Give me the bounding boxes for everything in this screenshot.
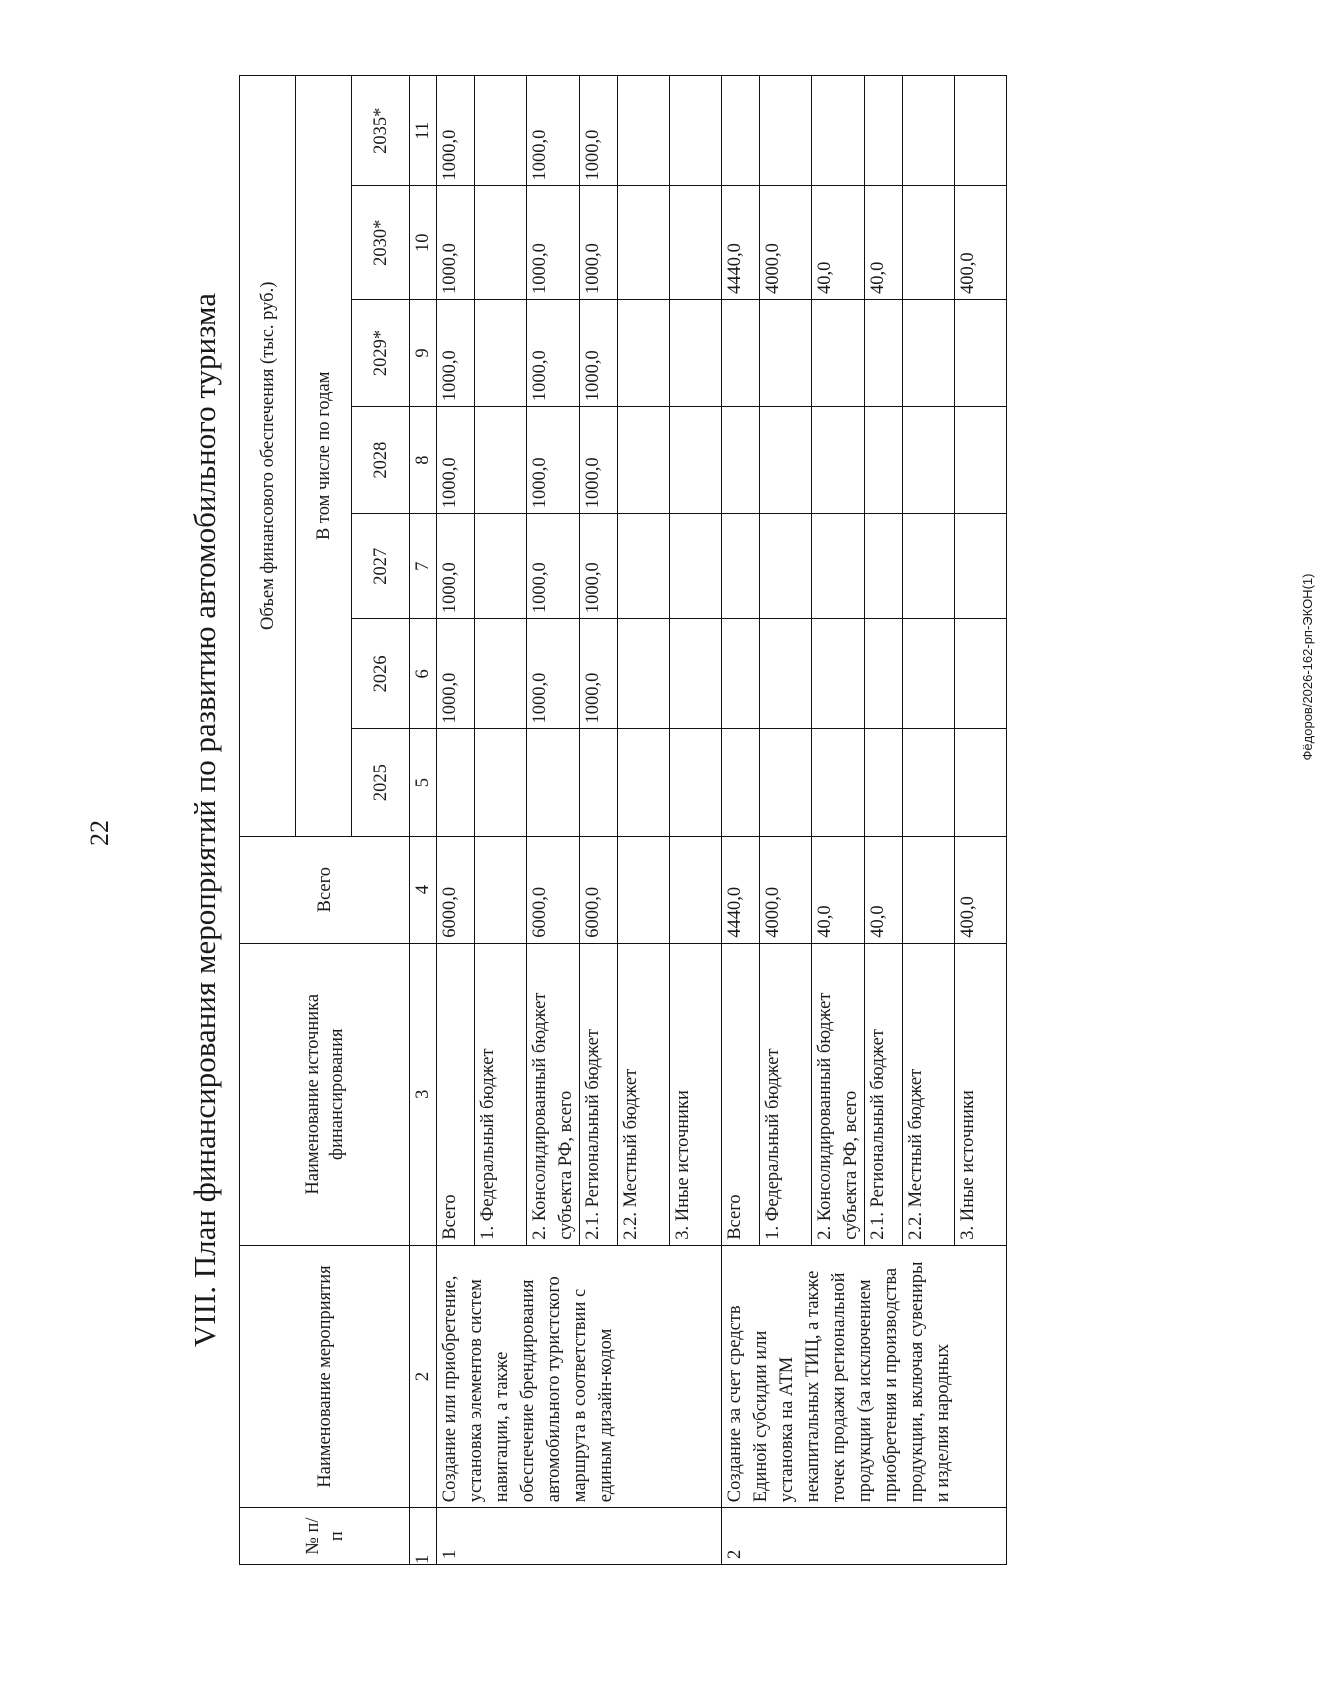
year-value: 1000,0 [437,299,475,406]
row-number: 1 [437,1508,722,1565]
year-value: 40,0 [812,186,865,300]
year-value [955,407,1007,514]
total-value: 40,0 [812,836,865,943]
year-value [475,514,527,619]
column-number: 5 [410,729,437,836]
year-value [865,514,903,619]
column-number: 2 [410,1245,437,1507]
total-value: 6000,0 [580,836,618,943]
total-value [475,836,527,943]
year-value [670,299,722,406]
total-value [670,836,722,943]
header-year: 2025 [352,729,410,836]
header-volume: Объем финансового обеспечения (тыс. руб.) [240,76,296,837]
header-total: Всего [240,836,410,943]
year-value: 1000,0 [437,514,475,619]
year-value [760,514,812,619]
year-value: 1000,0 [527,514,580,619]
year-value [903,186,955,300]
column-number: 3 [410,943,437,1245]
year-value [670,186,722,300]
total-value: 4000,0 [760,836,812,943]
year-value [955,76,1007,186]
rotated-page-content [185,75,1085,1565]
table-row [722,76,760,1565]
year-value: 1000,0 [437,186,475,300]
year-value [722,619,760,729]
document-code: Фёдоров/2026-162-рп-ЭКОН(1) [1300,573,1315,761]
source-name: 2.2. Местный бюджет [903,943,955,1245]
year-value [670,76,722,186]
year-value [722,729,760,836]
year-value: 1000,0 [580,76,618,186]
page-title: VIII. План финансирования мероприятий по развитию автомобильного туризма [187,292,222,1348]
year-value: 1000,0 [580,186,618,300]
year-value [760,299,812,406]
source-name: Всего [437,943,475,1245]
total-value: 400,0 [955,836,1007,943]
year-value [722,76,760,186]
year-value: 1000,0 [580,619,618,729]
page-number: 22 [85,820,114,846]
year-value: 1000,0 [580,514,618,619]
year-value [618,407,670,514]
year-value [618,514,670,619]
year-value [670,729,722,836]
total-value [903,836,955,943]
header-year: 2029* [352,299,410,406]
year-value [903,299,955,406]
total-value: 4440,0 [722,836,760,943]
year-value [865,407,903,514]
year-value [527,729,580,836]
header-year: 2035* [352,76,410,186]
column-number: 8 [410,407,437,514]
column-number: 6 [410,619,437,729]
source-name: 1. Федеральный бюджет [475,943,527,1245]
column-number: 11 [410,76,437,186]
header-by-years: В том числе по годам [296,76,352,837]
year-value [760,407,812,514]
year-value [812,514,865,619]
year-value [475,299,527,406]
year-value [618,299,670,406]
financing-plan-table [239,75,1007,1565]
year-value: 1000,0 [437,619,475,729]
header-year: 2028 [352,407,410,514]
year-value [812,299,865,406]
year-value [955,299,1007,406]
year-value [760,619,812,729]
year-value [865,729,903,836]
year-value [475,76,527,186]
year-value [618,76,670,186]
header-event-name: Наименование мероприятия [240,1245,410,1507]
source-name: 3. Иные источники [670,943,722,1245]
year-value [437,729,475,836]
year-value: 1000,0 [437,407,475,514]
year-value: 1000,0 [437,76,475,186]
header-year: 2027 [352,514,410,619]
year-value [760,729,812,836]
year-value: 1000,0 [527,76,580,186]
column-number: 7 [410,514,437,619]
year-value [760,76,812,186]
total-value [618,836,670,943]
source-name: 2. Консолидированный бюджет субъекта РФ, всего [527,943,580,1245]
event-name: Создание или приобретение, установка элементов систем навигации, а также обеспечение брендирования автомобильного туристского маршрута в соответствии с единым дизайн-кодом [437,1245,722,1507]
year-value [475,729,527,836]
year-value [580,729,618,836]
year-value [865,299,903,406]
year-value: 1000,0 [527,186,580,300]
year-value [475,186,527,300]
year-value [865,76,903,186]
total-value: 40,0 [865,836,903,943]
year-value [475,619,527,729]
total-value: 6000,0 [527,836,580,943]
year-value: 400,0 [955,186,1007,300]
total-value: 6000,0 [437,836,475,943]
year-value: 4440,0 [722,186,760,300]
year-value: 1000,0 [527,407,580,514]
year-value [865,619,903,729]
year-value [955,619,1007,729]
year-value [618,729,670,836]
source-name: Всего [722,943,760,1245]
year-value: 40,0 [865,186,903,300]
header-no: № п/п [240,1508,410,1565]
year-value [670,619,722,729]
year-value: 4000,0 [760,186,812,300]
year-value [812,407,865,514]
row-number: 2 [722,1508,1007,1565]
year-value [903,619,955,729]
source-name: 3. Иные источники [955,943,1007,1245]
source-name: 2. Консолидированный бюджет субъекта РФ, всего [812,943,865,1245]
header-source-name: Наименование источника финансирования [240,943,410,1245]
year-value [812,76,865,186]
column-number: 9 [410,299,437,406]
year-value [722,299,760,406]
year-value [812,729,865,836]
column-number: 10 [410,186,437,300]
header-year: 2030* [352,186,410,300]
column-number: 1 [410,1508,437,1565]
year-value [903,729,955,836]
year-value: 1000,0 [527,619,580,729]
year-value [722,514,760,619]
source-name: 1. Федеральный бюджет [760,943,812,1245]
year-value [475,407,527,514]
header-year: 2026 [352,619,410,729]
year-value [955,514,1007,619]
year-value [903,76,955,186]
year-value [670,407,722,514]
year-value [812,619,865,729]
column-number: 4 [410,836,437,943]
year-value [722,407,760,514]
year-value: 1000,0 [527,299,580,406]
year-value [618,619,670,729]
year-value [955,729,1007,836]
event-name: Создание за счет средств Единой субсидии или установка на АТМ некапитальных ТИЦ, а также точек продажи региональной продукции (за исключением приобретения и производства продукции, включая сувениры и изделия народных [722,1245,1007,1507]
year-value [618,186,670,300]
source-name: 2.2. Местный бюджет [618,943,670,1245]
source-name: 2.1. Региональный бюджет [865,943,903,1245]
year-value [903,407,955,514]
year-value [670,514,722,619]
year-value: 1000,0 [580,299,618,406]
source-name: 2.1. Региональный бюджет [580,943,618,1245]
year-value [903,514,955,619]
table-row [437,76,475,1565]
year-value: 1000,0 [580,407,618,514]
